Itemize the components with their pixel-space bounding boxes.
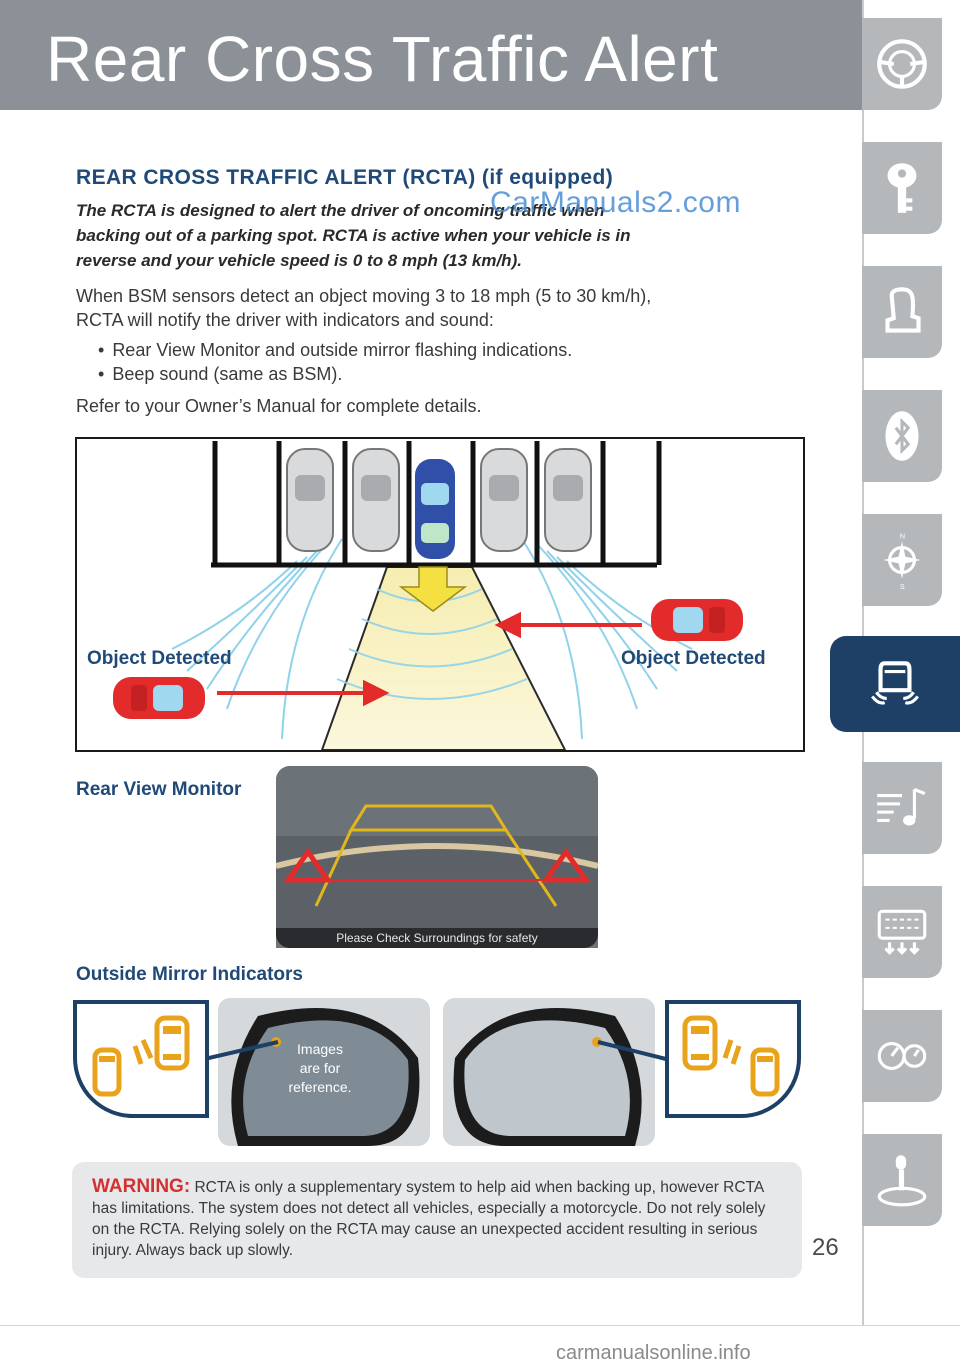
- parking-lot-illustration: [77, 439, 803, 750]
- right-mirror-illustration: [443, 998, 655, 1146]
- footer-divider: [0, 1325, 960, 1326]
- tab-driver-assist-active[interactable]: [830, 636, 960, 732]
- driver-assist-icon: [864, 653, 926, 715]
- warning-text: [92, 1176, 782, 1261]
- tab-audio[interactable]: [862, 762, 942, 854]
- svg-text:N: N: [899, 531, 906, 541]
- reference-note: Refer to your Owner’s Manual for complete details.: [76, 396, 482, 416]
- seat-icon: [871, 281, 933, 343]
- tab-key[interactable]: [862, 142, 942, 234]
- tab-gauges[interactable]: [862, 1010, 942, 1102]
- bluetooth-icon: [871, 405, 933, 467]
- ref-line: reference.: [288, 1079, 352, 1095]
- page-title: Rear Cross Traffic Alert: [46, 23, 719, 95]
- tab-bluetooth[interactable]: [862, 390, 942, 482]
- tab-navigation[interactable]: [862, 514, 942, 606]
- right-callout-line: [596, 1030, 676, 1070]
- footer-url: carmanualsonline.info: [556, 1342, 751, 1364]
- monitor-caption: Please Check Surroundings for safety: [276, 928, 598, 948]
- rear-view-monitor-image: [276, 766, 598, 948]
- page-number: 26: [812, 1234, 839, 1261]
- approaching-car-left: [113, 677, 205, 719]
- warning-body: RCTA is only a supplementary system to help aid when backing up, however RCTA has limitations. The system does not detect all vehicles, especially a motorcycle. Do not rely solely on the RCTA. Relying solely on the RCTA may cause an unexpected accident resulting in serious injury. Always back up slowly.: [92, 1179, 766, 1259]
- object-detected-label-left: Object Detected: [87, 648, 232, 669]
- right-indicator-callout: [665, 1000, 801, 1118]
- lead-line: The RCTA is designed to alert the driver of oncoming traffic when: [76, 201, 605, 220]
- watermark: CarManuals2.com: [490, 186, 741, 219]
- object-detected-label-right: Object Detected: [621, 648, 766, 669]
- ref-line: Images: [297, 1041, 343, 1057]
- list-item: • Rear View Monitor and outside mirror flashing indications.: [98, 338, 572, 362]
- approaching-car-right: [651, 599, 743, 641]
- climate-icon: [871, 901, 933, 963]
- blind-spot-indicator-icon: [77, 1004, 205, 1114]
- tab-climate[interactable]: [862, 886, 942, 978]
- own-vehicle: [415, 459, 455, 559]
- compass-icon: [871, 529, 933, 591]
- para-line: RCTA will notify the driver with indicators and sound:: [76, 310, 494, 330]
- para-line: When BSM sensors detect an object moving 3 to 18 mph (5 to 30 km/h),: [76, 286, 652, 306]
- blind-spot-indicator-icon: [669, 1004, 797, 1114]
- rear-view-monitor-heading: Rear View Monitor: [76, 779, 242, 800]
- gauges-icon: [871, 1025, 933, 1087]
- reference-note-overlay: [270, 1040, 370, 1097]
- lead-line: reverse and your vehicle speed is 0 to 8 mph (13 km/h).: [76, 251, 522, 270]
- rcta-diagram: [75, 437, 805, 752]
- steering-wheel-icon: [871, 33, 933, 95]
- mirror-indicators-heading: Outside Mirror Indicators: [76, 964, 303, 985]
- audio-icon: [871, 777, 933, 839]
- section-heading: REAR CROSS TRAFFIC ALERT (RCTA) (if equipped): [76, 166, 614, 189]
- bullet-list: [98, 338, 572, 386]
- key-icon: [871, 157, 933, 219]
- gear-shifter-icon: [871, 1149, 933, 1211]
- body-paragraph: [76, 284, 796, 332]
- warning-label: WARNING:: [92, 1176, 191, 1197]
- right-mirror-image: [443, 998, 655, 1146]
- lead-line: backing out of a parking spot. RCTA is active when your vehicle is in: [76, 226, 631, 245]
- tab-seat[interactable]: [862, 266, 942, 358]
- tab-shifter[interactable]: [862, 1134, 942, 1226]
- svg-text:S: S: [899, 581, 905, 591]
- ref-line: are for: [299, 1060, 341, 1076]
- left-indicator-callout: [73, 1000, 209, 1118]
- tab-steering[interactable]: [862, 18, 942, 110]
- list-item: • Beep sound (same as BSM).: [98, 362, 572, 386]
- camera-view-illustration: [276, 766, 598, 948]
